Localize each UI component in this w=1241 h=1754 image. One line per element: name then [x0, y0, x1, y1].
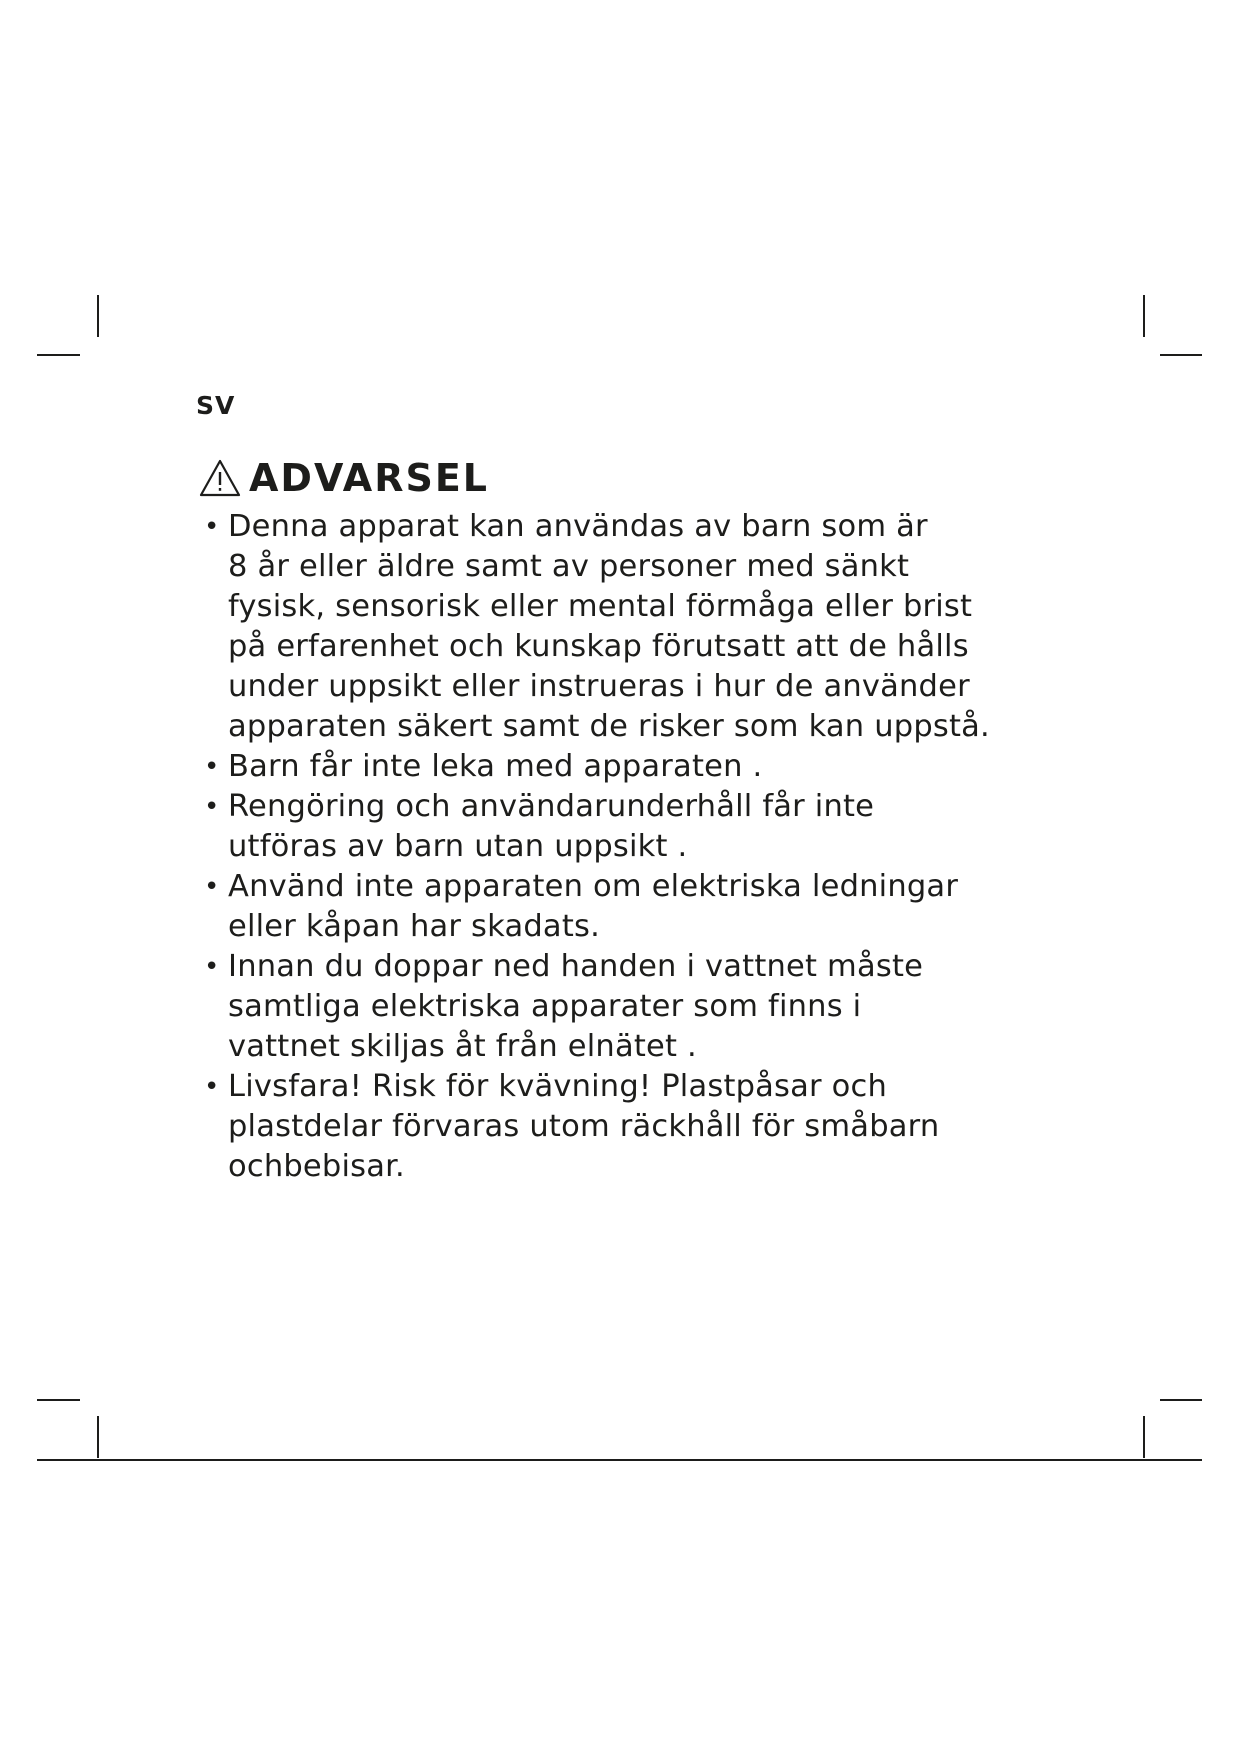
crop-mark-top-left-vertical — [97, 295, 99, 337]
list-item-text: Barn får inte leka med apparaten . — [228, 749, 763, 784]
crop-mark-bottom-left-vertical — [97, 1416, 99, 1458]
list-item — [200, 507, 1060, 747]
bullet: • — [204, 872, 220, 902]
crop-mark-top-right-vertical — [1143, 295, 1145, 337]
warning-title: ADVARSEL — [249, 456, 489, 500]
warning-heading — [198, 455, 489, 501]
list-item-text: Denna apparat kan användas av barn som är 8 år eller äldre samt av personer med sänkt fysisk, sensorisk eller mental förmåga eller brist på erfarenhet och kunskap förutsatt att de hålls under uppsikt eller instrueras i hur de använder apparaten säkert samt de risker som kan uppstå. — [228, 509, 990, 744]
crop-mark-top-right-horizontal — [1160, 354, 1202, 356]
list-item — [200, 1067, 1060, 1187]
warning-triangle-icon — [198, 458, 242, 498]
list-item-text: Livsfara! Risk för kvävning! Plastpåsar och plastdelar förvaras utom räckhåll för småbarn ochbebisar. — [228, 1069, 940, 1184]
crop-mark-top-left-horizontal — [37, 354, 80, 356]
list-item — [200, 787, 1060, 867]
list-item-text: Rengöring och användarunderhåll får inte utföras av barn utan uppsikt . — [228, 789, 875, 864]
list-item-text: Använd inte apparaten om elektriska ledningar eller kåpan har skadats. — [228, 869, 959, 944]
list-item-text: Innan du doppar ned handen i vattnet måste samtliga elektriska apparater som finns i vattnet skiljas åt från elnätet . — [228, 949, 924, 1064]
crop-mark-bottom-right-vertical — [1143, 1416, 1145, 1458]
bullet: • — [204, 952, 220, 982]
list-item — [200, 867, 1060, 947]
warning-list — [200, 507, 1060, 1187]
bullet: • — [204, 792, 220, 822]
list-item — [200, 947, 1060, 1067]
bullet: • — [204, 752, 220, 782]
bullet: • — [204, 1072, 220, 1102]
bottom-rule — [37, 1459, 1202, 1461]
crop-mark-bottom-left-horizontal — [37, 1399, 80, 1401]
list-item — [200, 747, 1060, 787]
crop-mark-bottom-right-horizontal — [1160, 1399, 1202, 1401]
bullet: • — [204, 512, 220, 542]
language-code: SV — [196, 391, 236, 420]
